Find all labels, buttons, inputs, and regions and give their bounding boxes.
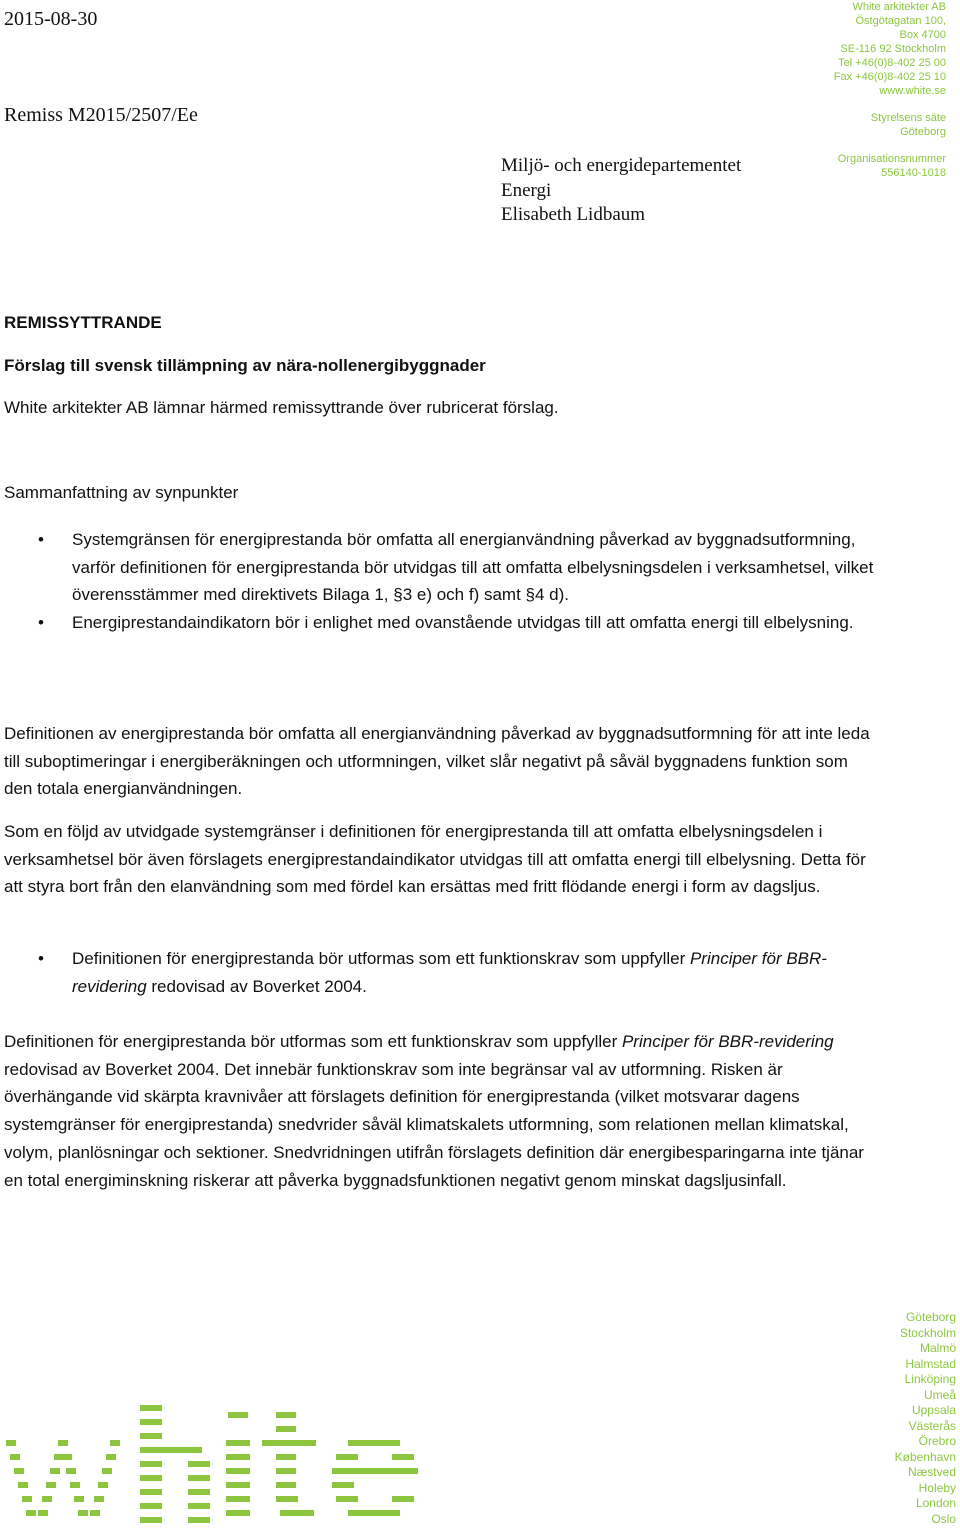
bullet-icon: • bbox=[38, 613, 44, 633]
paragraph3-pre: Definitionen för energiprestanda bör utformas som ett funktionskrav som uppfyller bbox=[4, 1032, 622, 1051]
office-city: Uppsala bbox=[911, 1403, 956, 1417]
logo-letter-t bbox=[262, 1412, 316, 1516]
paragraph-1: Definitionen av energiprestanda bör omfatta all energianvändning påverkad av byggnadsutformning för att inte leda till suboptimeringar i energiberäkningen och utformningen, vilket slår negativt på såväl byggnadens funktion som den totala energianvändningen. bbox=[4, 724, 870, 799]
company-box: Box 4700 bbox=[899, 29, 946, 41]
list-item-text: Energiprestandaindikatorn bör i enlighet med ovanstående utvidgas till att omfatta energi till elbelysning. bbox=[72, 613, 854, 633]
logo-letter-i bbox=[226, 1412, 250, 1516]
office-city: Linköping bbox=[904, 1372, 956, 1386]
office-city: Örebro bbox=[918, 1434, 956, 1448]
office-city: Oslo bbox=[931, 1511, 956, 1526]
summary-list bbox=[4, 526, 874, 637]
paragraph-2: Som en följd av utvidgade systemgränser i definitionen för energiprestanda till att omfatta elbelysningsdelen i verksamhetsel bör även förslagets energiprestandaindikator utvidgas till att omfatta energi till elbelysning. Detta för att styra bort från den elanvändning som med fördel kan ersättas med fritt flödande energi i form av dagsljus. bbox=[4, 822, 866, 897]
white-logo bbox=[0, 1400, 470, 1533]
office-city: Göteborg bbox=[905, 1310, 956, 1324]
reference-number: Remiss M2015/2507/Ee bbox=[4, 104, 198, 126]
logo-letter-w bbox=[6, 1440, 120, 1516]
document-title: REMISSYTTRANDE bbox=[4, 313, 162, 332]
logo-letter-h bbox=[140, 1405, 210, 1523]
office-city: London bbox=[915, 1496, 956, 1510]
bullet2-text-post: redovisad av Boverket 2004. bbox=[146, 976, 367, 996]
list-item bbox=[4, 609, 874, 637]
paragraph-3 bbox=[4, 1028, 874, 1194]
list-item bbox=[4, 526, 874, 609]
office-city: Halmstad bbox=[905, 1356, 956, 1371]
company-website[interactable]: www.white.se bbox=[879, 85, 946, 97]
document-date: 2015-08-30 bbox=[4, 8, 98, 30]
document-subject: Förslag till svensk tillämpning av nära-nollenergibyggnader bbox=[4, 356, 486, 375]
bullet2-text-italic: Principer för BBR-revidering bbox=[72, 949, 827, 996]
list-item-text: Systemgränsen för energiprestanda bör omfatta all energianvändning påverkad av byggnadsutformning, varför definitionen för energiprestanda bör utvidgas till att omfatta elbelysningsdelen i verksamhetsel, vilket överensstämmer med direktivets Bilaga 1, §3 e) och f) samt §4 d). bbox=[72, 530, 874, 605]
org-number: 556140-1018 bbox=[881, 167, 946, 179]
paragraph3-italic: Principer för BBR-revidering bbox=[621, 1032, 834, 1051]
company-phone: Tel +46(0)8-402 25 00 bbox=[838, 57, 946, 69]
company-info bbox=[746, 0, 946, 180]
board-seat-label: Styrelsens säte bbox=[870, 112, 946, 124]
recipient-block bbox=[501, 154, 741, 228]
office-city: Holeby bbox=[918, 1480, 956, 1495]
list-item bbox=[4, 945, 874, 1000]
logo-letter-e bbox=[332, 1440, 418, 1516]
office-city: Stockholm bbox=[899, 1325, 956, 1340]
office-city: Malmö bbox=[919, 1341, 956, 1355]
bullet2-text-pre: Definitionen för energiprestanda bör utformas som ett funktionskrav som uppfyller bbox=[72, 949, 690, 968]
company-fax: Fax +46(0)8-402 25 10 bbox=[833, 71, 946, 83]
office-city: Umeå bbox=[923, 1387, 956, 1402]
office-city: Næstved bbox=[907, 1465, 956, 1479]
bullet-icon: • bbox=[38, 530, 44, 549]
office-city: København bbox=[894, 1449, 956, 1464]
definition-list bbox=[4, 945, 874, 1000]
recipient-unit: Energi bbox=[501, 179, 552, 201]
org-number-label: Organisationsnummer bbox=[837, 153, 946, 165]
intro-text: White arkitekter AB lämnar härmed remissyttrande över rubricerat förslag. bbox=[4, 398, 559, 417]
recipient-department: Miljö- och energidepartementet bbox=[501, 155, 742, 176]
office-list bbox=[836, 1310, 956, 1527]
paragraph3-post: redovisad av Boverket 2004. Det innebär funktionskrav som inte begränsar val av utformning. Risken är överhängande vid skärpta kravnivåer att förslagets definition för energiprestanda (vilket motsvarar dagens systemgränser för energiprestanda) snedvrider såväl klimatskalets utformning, som relationen mellan klimatskal, volym, planlösningar och sektioner. Snedvridningen utifrån förslagets definition där energibesparingarna inte tjänar en total energiminskning riskerar att påverka byggnadsfunktionen negativt genom minskat dagsljusinfall. bbox=[4, 1059, 864, 1190]
bullet-icon: • bbox=[38, 949, 44, 968]
company-name: White arkitekter AB bbox=[852, 1, 946, 13]
summary-heading: Sammanfattning av synpunkter bbox=[4, 483, 239, 502]
office-city: Västerås bbox=[908, 1418, 956, 1433]
company-city: SE-116 92 Stockholm bbox=[840, 43, 946, 55]
board-seat-city: Göteborg bbox=[900, 126, 946, 138]
company-street: Östgötagatan 100, bbox=[855, 15, 946, 27]
recipient-name: Elisabeth Lidbaum bbox=[501, 204, 646, 225]
